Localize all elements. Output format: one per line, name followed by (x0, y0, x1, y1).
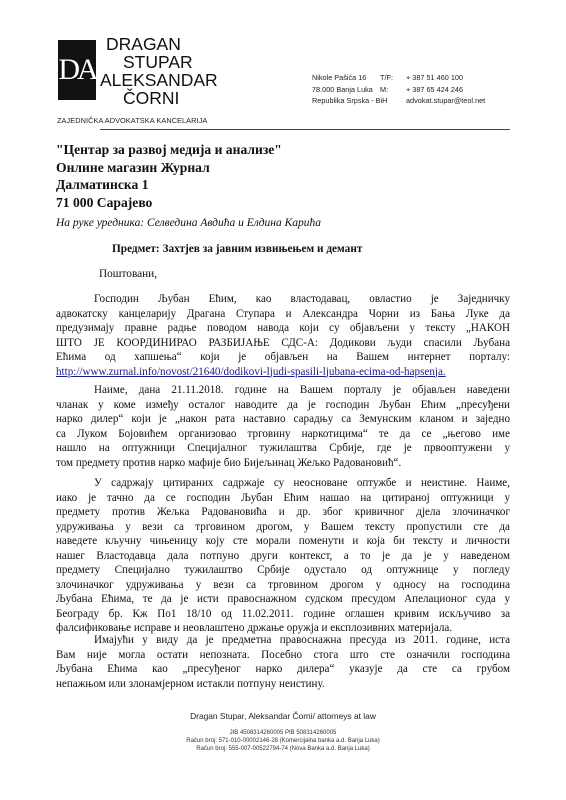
firm-name-line: ČORNI (123, 88, 180, 108)
firm-address (312, 72, 387, 107)
firm-name (100, 35, 218, 107)
paragraph-line: нашег Властодавца дала потпуно други контекст, а то је да је у наведеном (56, 549, 510, 562)
paragraph-line: Љубана Ећима, те да је исти правоснажном судском пресудом Апелационог суда у (56, 593, 510, 605)
paragraph-line: злочиначког удруживања у вези са трговином дрогом у односу на господина (56, 578, 510, 591)
paragraph-line: Наиме, дана 21.11.2018. године на Вашем порталу је објављен наведени (94, 384, 510, 396)
paragraph-line: са Луком Бојовићем организовао трговину наркотицима“ те да се „његово име (56, 427, 510, 440)
paragraph-line (56, 365, 510, 380)
subject-line (112, 243, 362, 255)
firm-logo (58, 40, 96, 100)
paragraph-line: Љубана Ећима као „пресуђеног нарко дилера“ указује да сте са грубом (56, 663, 510, 675)
paragraph-line: Имајући у виду да је предметна правоснажна пресуда из 2011. године, иста (94, 634, 510, 646)
footer-signature: Dragan Stupar, Aleksandar Čorni/ attorneys at law (190, 711, 376, 721)
header-divider (100, 129, 510, 130)
letter-footer (0, 711, 566, 753)
contact-row (380, 72, 485, 84)
firm-name-line: DRAGAN (106, 34, 181, 54)
contact-value: + 387 51 460 100 (406, 73, 464, 82)
body-paragraph (56, 633, 510, 691)
paragraph-line: Ећима од хапшења“ који је објављен на Вашем интернет порталу: (56, 351, 510, 363)
contact-row (380, 95, 485, 107)
paragraph-line: чланак у коме између осталог наводите да је господин Љубан Ећим „пресуђени (56, 398, 510, 411)
paragraph-line: фалсификовање исправе и неовлаштено држање оружја и експлозивних материјала. (56, 622, 453, 634)
paragraph-line: непажњом или злонамјерном истакли потпуну неистину. (56, 677, 325, 690)
paragraph-line: предузимају правне радње поводом навода који су објављени у тексту „НАКОН (56, 322, 510, 334)
contact-email: advokat.stupar@teol.net (406, 96, 486, 105)
contact-row (380, 84, 485, 96)
recipient-block (56, 141, 282, 211)
paragraph-line: предмету против Жељка Радовановића и др. због кривичног дјела злочиначког (56, 506, 510, 518)
contact-label: T/F: (380, 73, 393, 82)
paragraph-line: Вам није могла остати непозната. Посебно стога што сте означили господина (56, 648, 510, 661)
subject-label: Предмет: (112, 243, 160, 255)
footer-id-line: Račun broj: 555-007-00522794-74 (Nova Banka a.d. Banja Luka) (196, 746, 370, 753)
paragraph-line: Господин Љубан Ећим, као властодавац, овластио је Заједничку (94, 293, 510, 305)
contact-label: M: (380, 84, 389, 94)
firm-name-line: STUPAR (123, 52, 193, 72)
paragraph-line: ШТО ЈЕ КООРДИНИРАО РАЗБИЈАЊЕ СДС-А: Додикови људи спасили Љубана (56, 336, 510, 349)
body-paragraph (56, 476, 510, 636)
paragraph-line: предмету Специјално тужилаштво Србије одустало од оптужнице у погледу (56, 564, 510, 576)
greeting: Поштовани, (99, 268, 158, 280)
recipient-line: Онлине магазин Журнал (56, 159, 210, 175)
paragraph-line: Београду бр. Кж По1 18/10 од 11.02.2011. године оглашен кривим искључиво за (56, 607, 510, 620)
contact-value: + 387 65 424 246 (406, 84, 464, 94)
address-line: Nikole Pašića 16 (312, 73, 367, 82)
firm-name-line: ALEKSANDAR (100, 70, 218, 90)
subject-text: Захтјев за јавним извињењем и демант (162, 243, 363, 255)
paragraph-line: иако је тачно да се господин Љубан Ећим нашао на цитираној оптужници у (56, 491, 510, 504)
paragraph-line: адвокатску канцеларију Драгана Ступара и Александра Чорни из Бања Луке да (56, 307, 510, 320)
paragraph-line: удруживања у вези са трговином дрогом, у Вашем тексту пропустили сте да (56, 520, 510, 533)
firm-contacts (380, 72, 485, 107)
firm-subtitle: ZAJEDNIČKA ADVOKATSKA KANCELARIJA (57, 116, 208, 125)
recipient-line: Далматинска 1 (56, 177, 149, 193)
body-paragraph (56, 292, 510, 379)
paragraph-line: том предмету против нарко мафије био Бијељинац Жељко Радовановић“. (56, 456, 402, 469)
footer-id-line: JIB 4508314260005 PIB 508314260005 (229, 730, 337, 736)
recipient-line: 71 000 Сарајево (56, 194, 153, 210)
paragraph-line: нарко дилер“ који је „након рата наставио сарадњу са Земунским кланом и заједно (56, 413, 510, 425)
paragraph-line: наведете кључну чињеницу коју сте морали поменути и која би тексту и личности (56, 535, 510, 547)
footer-id-line: Račun broj: 571-010-00002146-28 (Komercijalna banka a.d. Banja Luka) (186, 738, 380, 745)
footer-ids (0, 729, 566, 754)
address-line: 78.000 Banja Luka (312, 84, 373, 94)
body-paragraph (56, 383, 510, 470)
contact-label (380, 95, 406, 107)
address-line: Republika Srpska - BiH (312, 96, 388, 105)
attention-line: На руке уредника: Селведина Авдића и Елдина Карића (56, 217, 322, 229)
paragraph-line: У садржају цитираних садржаје су неосноване оптужбе и неистине. Наиме, (94, 477, 510, 489)
paragraph-line: нашло на оптужници Специјалног тужилаштва Србије, где је првооптужени у (56, 442, 510, 454)
logo-monogram: DA (58, 53, 96, 86)
article-link[interactable]: http://www.zurnal.info/novost/21640/dodikovi-ljudi-spasili-ljubana-ecima-od-hapsenja. (56, 365, 446, 378)
recipient-line: "Центар за развој медија и анализе" (56, 142, 282, 157)
